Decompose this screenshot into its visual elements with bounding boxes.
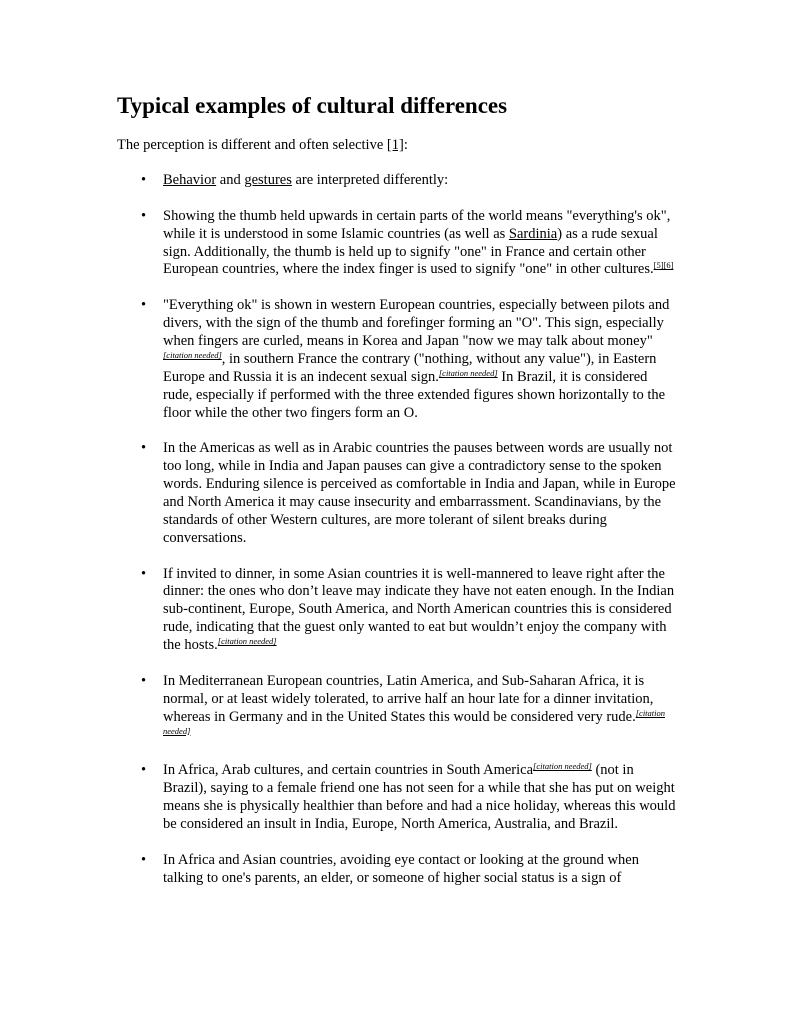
list-item-text: ) as a rude sexual sign. Additionally, the thumb is held up to signify "one" in France and certain other European countries, where the index finger is used to signify "one" in other cultures.: [163, 225, 658, 278]
citation-needed-ref: [163, 350, 222, 360]
citation-needed-text: [citation needed]: [217, 636, 277, 647]
behavior-link[interactable]: Behavior: [163, 172, 217, 188]
intro-text: The perception is different and often selective: [117, 137, 387, 153]
list-item-text: In Africa, Arab cultures, and certain countries in South America: [163, 762, 534, 779]
intro-paragraph: [117, 136, 677, 154]
intro-colon: :: [403, 137, 408, 153]
citation-needed-text: [citation needed]: [533, 761, 592, 772]
citation-needed-ref: [533, 761, 592, 771]
list-item: [117, 852, 677, 888]
document-page: [117, 90, 677, 887]
bullet-icon: •: [141, 440, 147, 457]
citation-needed-link[interactable]: [163, 350, 222, 360]
citation-needed-text: [citation needed]: [163, 349, 222, 360]
bullet-icon: •: [141, 762, 147, 779]
list-item: [117, 440, 677, 547]
list-item-text: In Mediterranean European countries, Latin America, and Sub-Saharan Africa, it is normal, or at least widely tolerated, to arrive half an hour late for a dinner invitation, whereas in Germany and in the United States this would be considered very rude.: [163, 672, 654, 725]
footnote-ref: [654, 260, 674, 270]
list-item: [117, 566, 677, 656]
list-item: [117, 297, 677, 422]
list-item-text: and: [216, 172, 245, 188]
list-item: [117, 762, 677, 834]
list-item-text: Showing the thumb held upwards in certain parts of the world means "everything's ok", while it is understood in some Islamic countries (as well as: [163, 207, 671, 242]
list-item-text: , in southern France the contrary ("nothing, without any value"), in Eastern Europe and Russia it is an indecent sexual sign.: [163, 350, 657, 385]
gestures-link[interactable]: gestures: [244, 172, 292, 188]
list-item-text: If invited to dinner, in some Asian countries it is well-mannered to leave right after the dinner: the ones who don’t leave may indicate they have not eaten enough. In the Indian sub-continent, Europe, South America, and North American countries this is considered rude, indicating that the guest only wanted to eat but wouldn’t enjoy the company with the hosts.: [163, 565, 675, 654]
citation-needed-ref: [439, 368, 498, 378]
section-heading: Typical examples of cultural differences: [117, 93, 508, 118]
sardinia-link[interactable]: Sardinia: [508, 225, 558, 242]
bullet-icon: •: [141, 851, 147, 868]
citation-needed-link[interactable]: [533, 761, 592, 771]
differences-list: [117, 172, 677, 887]
bullet-icon: •: [141, 207, 147, 224]
reference-link-1[interactable]: [1]: [386, 137, 404, 153]
list-item: [117, 172, 677, 190]
citation-needed-link[interactable]: [218, 636, 277, 646]
list-item-text: In Brazil, it is considered rude, especially if performed with the three extended figures shown horizontally to the floor while the other two fingers form an O.: [163, 368, 666, 421]
citation-needed-text: [citation needed]: [163, 707, 666, 736]
bullet-icon: •: [141, 565, 147, 582]
citation-needed-link[interactable]: [439, 368, 498, 378]
bullet-icon: •: [141, 672, 147, 689]
list-item-text: (not in Brazil), saying to a female friend one has not seen for a while that she has put on weight means she is physically healthier than before and had a nice holiday, whereas this would be considered an insult in India, Europe, North America, Australia, and Brazil.: [163, 762, 676, 832]
list-item: [117, 673, 677, 745]
bullet-icon: •: [141, 297, 147, 314]
list-item: [117, 208, 677, 280]
reference-link-5-6[interactable]: [5][6]: [653, 260, 674, 271]
bullet-icon: •: [141, 172, 147, 188]
list-item-text: are interpreted differently:: [291, 172, 449, 188]
citation-needed-ref: [218, 636, 277, 646]
list-item-text: In the Americas as well as in Arabic countries the pauses between words are usually not too long, while in India and Japan pauses can give a contradictory sense to the spoken words. Enduring silence is perceived as comfortable in India and Japan, while in Europe and North America it may cause insecurity and embarrassment. Scandinavians, by the standards of other Western cultures, are more tolerant of silent breaks during conversations.: [163, 440, 676, 546]
citation-needed-text: [citation needed]: [438, 367, 498, 378]
list-item-text: "Everything ok" is shown in western European countries, especially between pilots and divers, with the sign of the thumb and forefinger forming an "O". This sign, especially when fingers are curled, means in Korea and Japan "now we may talk about money": [163, 297, 670, 349]
list-item-text: In Africa and Asian countries, avoiding eye contact or looking at the ground when talking to one's parents, an elder, or someone of higher social status is a sign of: [163, 851, 639, 886]
